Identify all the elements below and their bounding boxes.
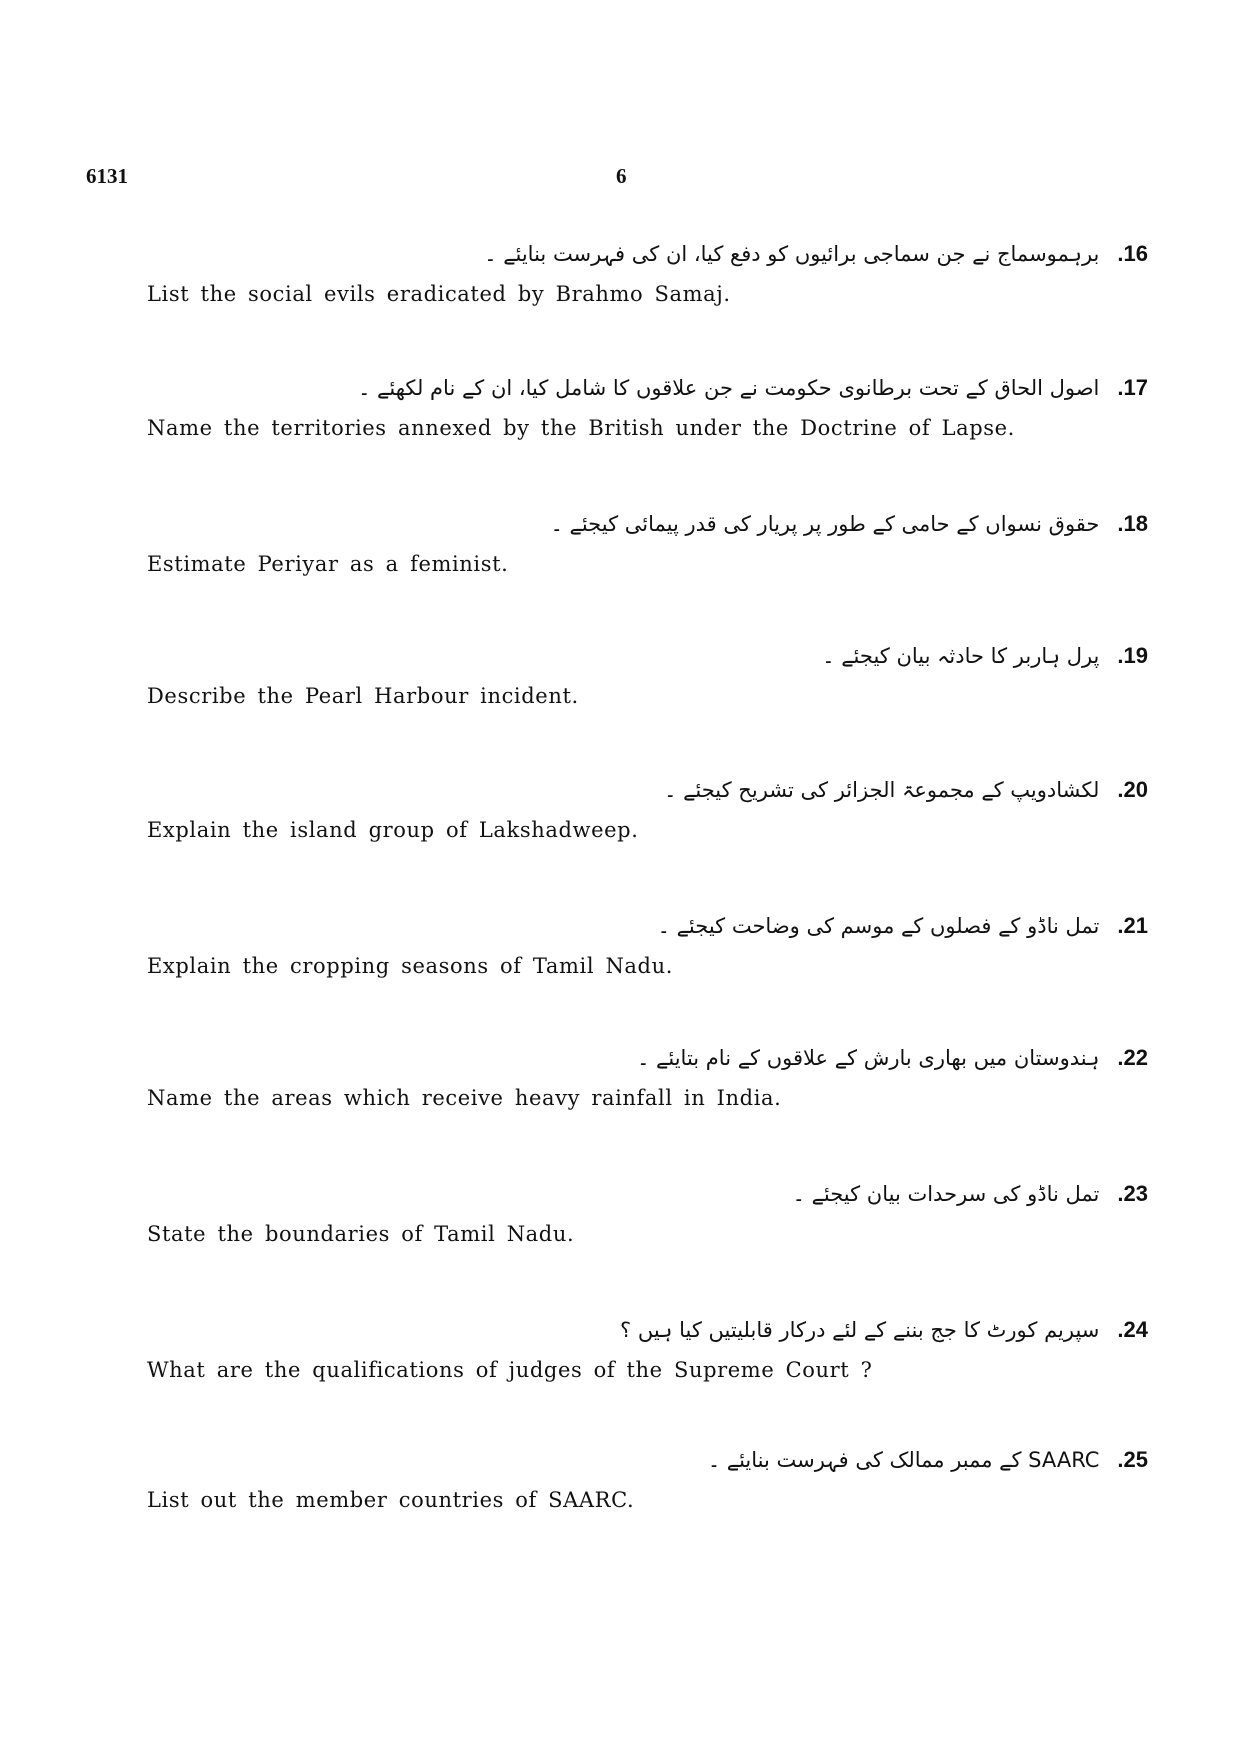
question-text-urdu: تمل ناڈو کی سرحدات بیان کیجئے ۔ [792, 1182, 1100, 1206]
question-urdu-line [658, 908, 1148, 944]
question-number: .23 [1117, 1181, 1148, 1206]
question-text-urdu: تمل ناڈو کے فصلوں کے موسم کی وضاحت کیجئے ۔ [657, 914, 1100, 938]
question-text-english: Name the territories annexed by the British under the Doctrine of Lapse. [147, 416, 1015, 440]
question-21 [0, 908, 1240, 988]
question-urdu-line [793, 1176, 1148, 1212]
question-urdu-line [620, 1312, 1148, 1348]
page-number: 6 [616, 164, 627, 188]
question-number: .25 [1117, 1447, 1148, 1472]
question-urdu-line [484, 236, 1148, 272]
question-number: .21 [1117, 913, 1148, 938]
question-urdu-line [664, 772, 1148, 808]
question-text-english: What are the qualifications of judges of the Supreme Court ? [147, 1358, 873, 1382]
question-text-english: Describe the Pearl Harbour incident. [147, 684, 579, 708]
question-18 [0, 506, 1240, 586]
question-23 [0, 1176, 1240, 1256]
question-number: .20 [1117, 777, 1148, 802]
question-text-english: Explain the island group of Lakshadweep. [147, 818, 639, 842]
question-text-english: List out the member countries of SAARC. [147, 1488, 635, 1512]
question-text-english: Explain the cropping seasons of Tamil Nadu. [147, 954, 673, 978]
question-20 [0, 772, 1240, 852]
question-text-urdu: سپریم کورٹ کا جج بننے کے لئے درکار قابلیتیں کیا ہیں ؟ [620, 1318, 1100, 1342]
question-text-english: Name the areas which receive heavy rainfall in India. [147, 1086, 782, 1110]
question-25 [0, 1442, 1240, 1522]
question-text-urdu: ہندوستان میں بھاری بارش کے علاقوں کے نام بتایئے ۔ [637, 1046, 1100, 1070]
question-text-urdu: لکشادویپ کے مجموعۃ الجزائر کی تشریح کیجئے ۔ [664, 778, 1100, 802]
question-text-urdu: برہموسماج نے جن سماجی برائیوں کو دفع کیا، ان کی فہرست بنایئے ۔ [484, 242, 1100, 266]
question-19 [0, 638, 1240, 718]
question-text-urdu: SAARC کے ممبر ممالک کی فہرست بنایئے ۔ [707, 1448, 1100, 1472]
question-number: .24 [1117, 1317, 1148, 1342]
question-16 [0, 236, 1240, 316]
page-code: 6131 [86, 164, 128, 188]
question-urdu-line [637, 1040, 1148, 1076]
question-text-urdu: حقوق نسواں کے حامی کے طور پر پریار کی قدر پیمائی کیجئے ۔ [550, 512, 1100, 536]
question-17 [0, 370, 1240, 450]
question-urdu-line [822, 638, 1148, 674]
question-text-english: Estimate Periyar as a feminist. [147, 552, 509, 576]
question-text-urdu: اصول الحاق کے تحت برطانوی حکومت نے جن علاقوں کا شامل کیا، ان کے نام لکھئے ۔ [358, 376, 1100, 400]
question-text-urdu: پرل ہاربر کا حادثہ بیان کیجئے ۔ [822, 644, 1100, 668]
question-text-english: List the social evils eradicated by Brahmo Samaj. [147, 282, 731, 306]
question-number: .22 [1117, 1045, 1148, 1070]
question-24 [0, 1312, 1240, 1392]
question-number: .17 [1117, 375, 1148, 400]
question-number: .19 [1117, 643, 1148, 668]
question-number: .16 [1117, 241, 1148, 266]
question-text-english: State the boundaries of Tamil Nadu. [147, 1222, 575, 1246]
question-number: .18 [1117, 511, 1148, 536]
question-urdu-line [708, 1442, 1148, 1478]
question-22 [0, 1040, 1240, 1120]
question-urdu-line [551, 506, 1148, 542]
question-urdu-line [358, 370, 1148, 406]
